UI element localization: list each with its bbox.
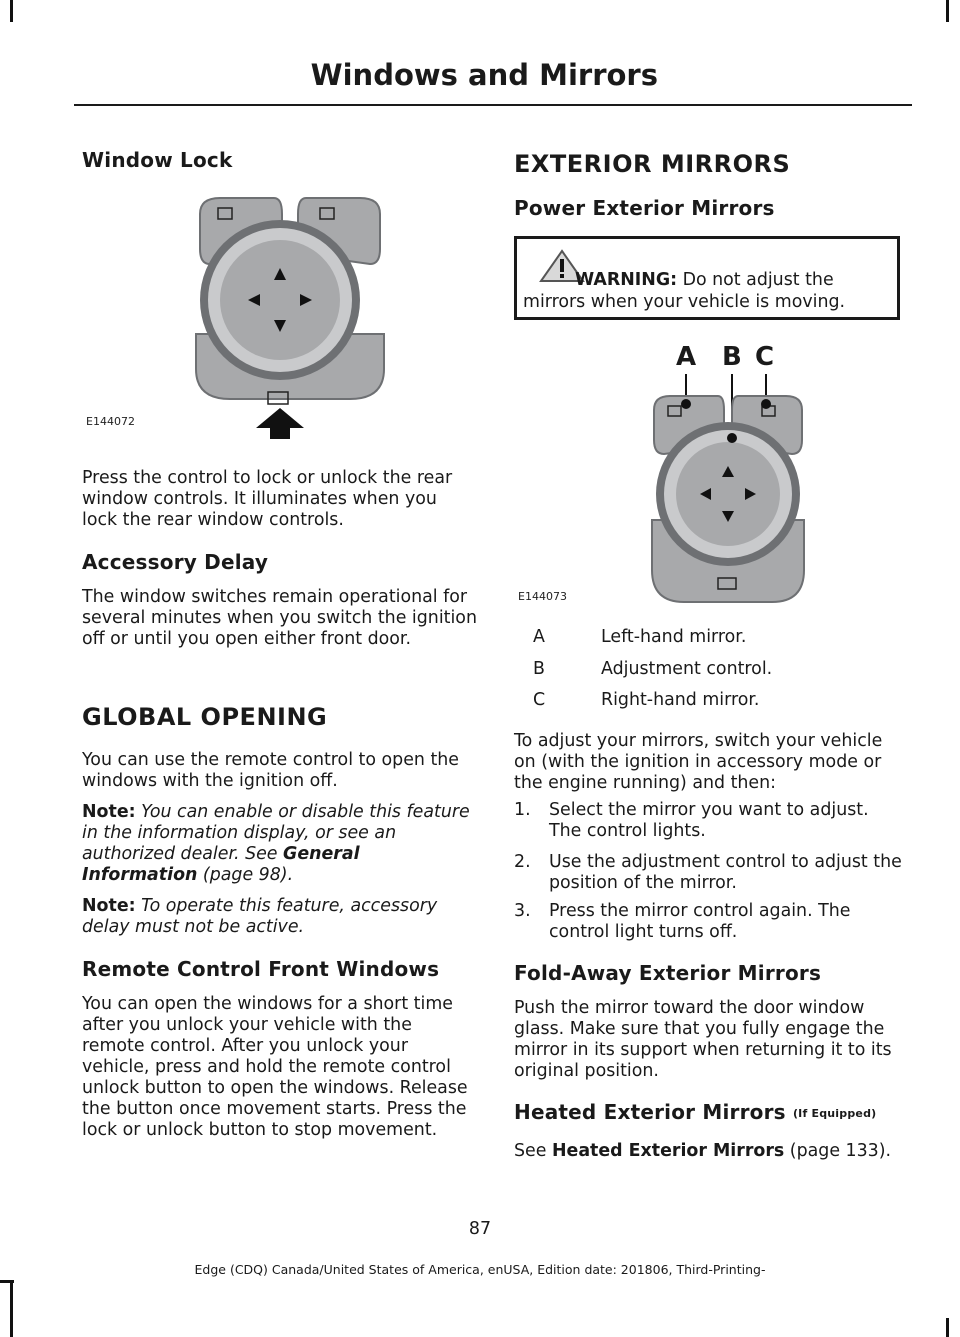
- heated-mirrors-title: Heated Exterior Mirrors: [514, 1100, 786, 1124]
- mirror-adjust-intro: To adjust your mirrors, switch your vehicle on (with the ignition in accessory mode or the engine running) and then:: [514, 731, 883, 793]
- definition-value: Adjustment control.: [601, 659, 773, 679]
- general-information-link[interactable]: General Information: [82, 844, 360, 885]
- page-title: Windows and Mirrors: [310, 58, 658, 92]
- header-rule: [74, 104, 912, 106]
- note-enable-disable: [82, 802, 477, 886]
- page-number: 87: [468, 1219, 492, 1239]
- see-text: See: [514, 1141, 552, 1161]
- power-exterior-mirrors-heading: Power Exterior Mirrors: [514, 196, 775, 220]
- definition-row: [533, 690, 759, 710]
- crop-mark-bottom-left-h: [0, 1280, 14, 1283]
- callout-a: A: [676, 342, 697, 372]
- definition-row: [533, 659, 772, 679]
- step-number: 1.: [514, 800, 531, 820]
- definition-value: Right-hand mirror.: [601, 690, 760, 710]
- callout-c: C: [755, 342, 775, 372]
- definition-key: A: [533, 627, 545, 647]
- warning-box: [514, 236, 900, 320]
- crop-mark-bottom-right: [946, 1318, 949, 1337]
- note-text: You can enable or disable this feature in the information display, or see an authorized dealer. See: [82, 802, 470, 864]
- warning-message: Do not adjust the mirrors when your vehicle is moving.: [523, 270, 846, 312]
- step-text: Press the mirror control again. The control light turns off.: [549, 901, 851, 942]
- fold-away-mirrors-heading: Fold-Away Exterior Mirrors: [514, 961, 822, 985]
- step-text: Use the adjustment control to adjust the position of the mirror.: [549, 852, 902, 893]
- crop-mark-bottom-left: [10, 1280, 13, 1337]
- note-label: Note:: [82, 802, 136, 822]
- accessory-delay-heading: Accessory Delay: [82, 550, 269, 574]
- remote-front-windows-text: You can open the windows for a short time after you unlock your vehicle with the remote control. After you unlock your vehicle, press and hold the remote control unlock button to open the windows. Release the button once movement starts. Press the lock or unlock button to stop movement.: [82, 994, 468, 1140]
- figure-code: E144072: [86, 415, 135, 428]
- warning-label: WARNING:: [575, 270, 678, 290]
- note-label: Note:: [82, 896, 136, 916]
- warning-text: [523, 269, 893, 313]
- global-opening-text: You can use the remote control to open the windows with the ignition off.: [82, 750, 460, 791]
- fold-away-mirrors-text: Push the mirror toward the door window glass. Make sure that you fully engage the mirror in its support when returning it to its original position.: [514, 998, 892, 1081]
- page-ref: (page 133).: [784, 1141, 892, 1161]
- window-lock-control-illustration: [190, 194, 390, 439]
- window-lock-text: Press the control to lock or unlock the rear window controls. It illuminates when you lock the rear window controls.: [82, 468, 453, 530]
- step-item: [514, 852, 906, 894]
- edition-footer: Edge (CDQ) Canada/United States of America, enUSA, Edition date: 201806, Third-Printing-: [194, 1262, 766, 1277]
- heated-mirrors-see: [514, 1141, 906, 1162]
- step-item: [514, 901, 906, 943]
- definition-key: C: [533, 690, 546, 710]
- global-opening-heading: GLOBAL OPENING: [82, 703, 328, 731]
- heated-mirrors-link[interactable]: Heated Exterior Mirrors: [551, 1141, 785, 1161]
- accessory-delay-text: The window switches remain operational for several minutes when you switch the ignition off or until you open either front door.: [82, 587, 477, 649]
- heated-mirrors-heading: [514, 1100, 876, 1124]
- definition-key: B: [533, 659, 545, 679]
- step-number: 3.: [514, 901, 531, 921]
- step-item: [514, 800, 906, 842]
- mirror-control-illustration: [648, 370, 808, 606]
- definition-value: Left-hand mirror.: [601, 627, 747, 647]
- if-equipped-qualifier: (If Equipped): [792, 1107, 877, 1120]
- crop-mark-top-right: [946, 0, 949, 22]
- remote-front-windows-heading: Remote Control Front Windows: [82, 957, 440, 981]
- definition-row: [533, 627, 746, 647]
- exterior-mirrors-heading: EXTERIOR MIRRORS: [514, 150, 791, 178]
- figure-code: E144073: [518, 590, 567, 603]
- step-number: 2.: [514, 852, 531, 872]
- note-text: To operate this feature, accessory delay must not be active.: [82, 896, 438, 937]
- step-text: Select the mirror you want to adjust. The control lights.: [549, 800, 869, 841]
- note-page-ref: (page 98).: [197, 865, 294, 885]
- crop-mark-top-left: [10, 0, 13, 22]
- callout-b: B: [722, 342, 742, 372]
- note-accessory-delay: [82, 896, 477, 938]
- window-lock-heading: Window Lock: [82, 148, 233, 172]
